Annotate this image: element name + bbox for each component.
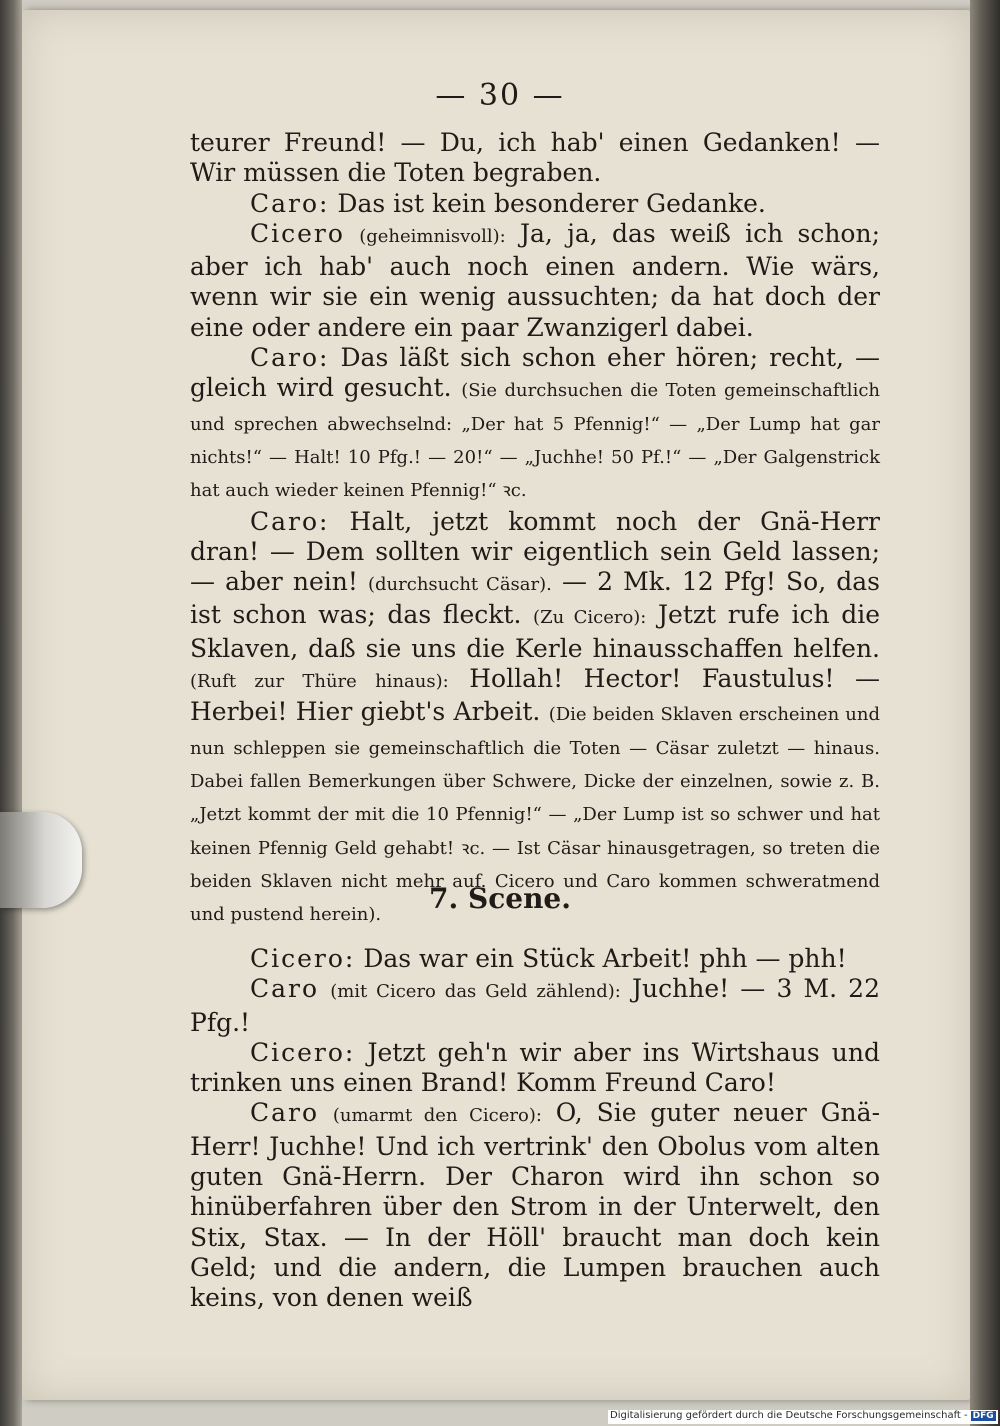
footer-text: Digitalisierung gefördert durch die Deutsche Forschungsgemeinschaft - <box>610 1410 968 1421</box>
stage-direction: (durchsucht Cäsar). <box>368 574 552 596</box>
scene-text <box>190 944 880 1314</box>
stage-direction: (Zu Cicero): <box>533 607 647 629</box>
stage-direction: (umarmt den Cicero): <box>332 1105 542 1127</box>
paragraph <box>190 944 880 974</box>
line-text: Ja, ja, das weiß ich schon; aber ich hab' auch noch einen andern. Wie wärs, wenn wir sie ein wenig aussuchten; da hat doch der eine oder andere ein paar Zwanzigerl dabei. <box>190 218 881 342</box>
page-number: — 30 — <box>435 78 565 113</box>
paragraph <box>190 507 880 931</box>
line-text: Das läßt sich schon eher hören; recht, — gleich wird gesucht. <box>190 343 881 403</box>
speaker-name: Cicero: <box>250 1037 356 1067</box>
speaker-name: Caro <box>250 1098 320 1128</box>
speaker-name: Cicero <box>250 218 345 248</box>
digitization-footer <box>608 1410 998 1424</box>
line-text: Halt, jetzt kommt noch der Gnä-Herr dran! — Dem sollten wir eigentlich sein Geld lassen; — aber nein! <box>190 506 880 597</box>
line-text: Juchhe! — 3 M. 22 Pfg.! <box>190 974 880 1037</box>
paragraph <box>190 1098 880 1313</box>
dfg-logo: DFG <box>972 1411 994 1421</box>
paragraph <box>190 128 880 189</box>
speaker-name: Caro: <box>250 188 330 218</box>
speaker-name: Caro: <box>250 343 330 373</box>
paragraph <box>190 974 880 1038</box>
speaker-name: Caro: <box>250 506 330 536</box>
speaker-name: Cicero: <box>250 944 356 973</box>
line-text: — 2 Mk. 12 Pfg! So, das ist schon was; das fleckt. <box>190 567 880 630</box>
line-text: teurer Freund! — Du, ich hab' einen Gedanken! — Wir müssen die Toten begraben. <box>190 128 880 188</box>
speaker-name: Caro <box>250 974 320 1004</box>
stage-direction: (geheimnisvoll): <box>359 225 506 247</box>
line-text: Hollah! Hector! Faustulus! — Herbei! Hier giebt's Arbeit. <box>190 664 880 727</box>
paragraph <box>190 343 880 506</box>
body-text <box>190 128 880 930</box>
stage-direction: (Sie durchsuchen die Toten gemeinschaftlich und sprechen abwechselnd: „Der hat 5 Pfennig!“ — „Der Lump hat gar nichts!“ — Halt! 10 Pfg.! — 20!“ — „Juchhe! 50 Pf.!“ — „Der Galgenstrick hat auch wieder keinen Pfennig!“ ꝛc. <box>190 380 880 502</box>
paragraph <box>190 219 880 343</box>
line-text: Das war ein Stück Arbeit! phh — phh! <box>363 944 847 973</box>
line-text: Jetzt geh'n wir aber ins Wirtshaus und trinken uns einen Brand! Komm Freund Caro! <box>190 1037 880 1098</box>
stage-direction: (Ruft zur Thüre hinaus): <box>190 671 449 693</box>
line-text: Das ist kein besonderer Gedanke. <box>337 188 766 218</box>
scene-heading: 7. Scene. <box>429 882 571 915</box>
line-text: O, Sie guter neuer Gnä-Herr! Juchhe! Und ich vertrink' den Obolus vom alten guten Gnä-Herrn. Der Charon wird ihn schon so hinüberfahren über den Strom in der Unterwelt, den Stix, Stax. — In der Höll' braucht man doch kein Geld; und die andern, die Lumpen brauchen auch keins, von denen weiß <box>190 1098 881 1313</box>
book-edge <box>970 0 1000 1426</box>
line-text: Jetzt rufe ich die Sklaven, daß sie uns die Kerle hinausschaffen helfen. <box>190 600 880 663</box>
paragraph <box>190 1038 880 1099</box>
paragraph <box>190 189 880 219</box>
book-spine-shadow <box>0 0 22 1426</box>
stage-direction: (Die beiden Sklaven erscheinen und nun schleppen sie gemeinschaftlich die Toten — Cäsar zuletzt — hinaus. Dabei fallen Bemerkungen über Schwere, Dicke der einzelnen, sowie z. B. „Jetzt kommt der mit die 10 Pfennig!“ — „Der Lump ist so schwer und hat keinen Pfennig Geld gehabt! ꝛc. — Ist Cäsar hinausgetragen, so treten die beiden Sklaven nicht mehr auf. Cicero und Caro kommen schweratmend und pustend herein). <box>190 704 881 926</box>
stage-direction: (mit Cicero das Geld zählend): <box>330 981 621 1003</box>
